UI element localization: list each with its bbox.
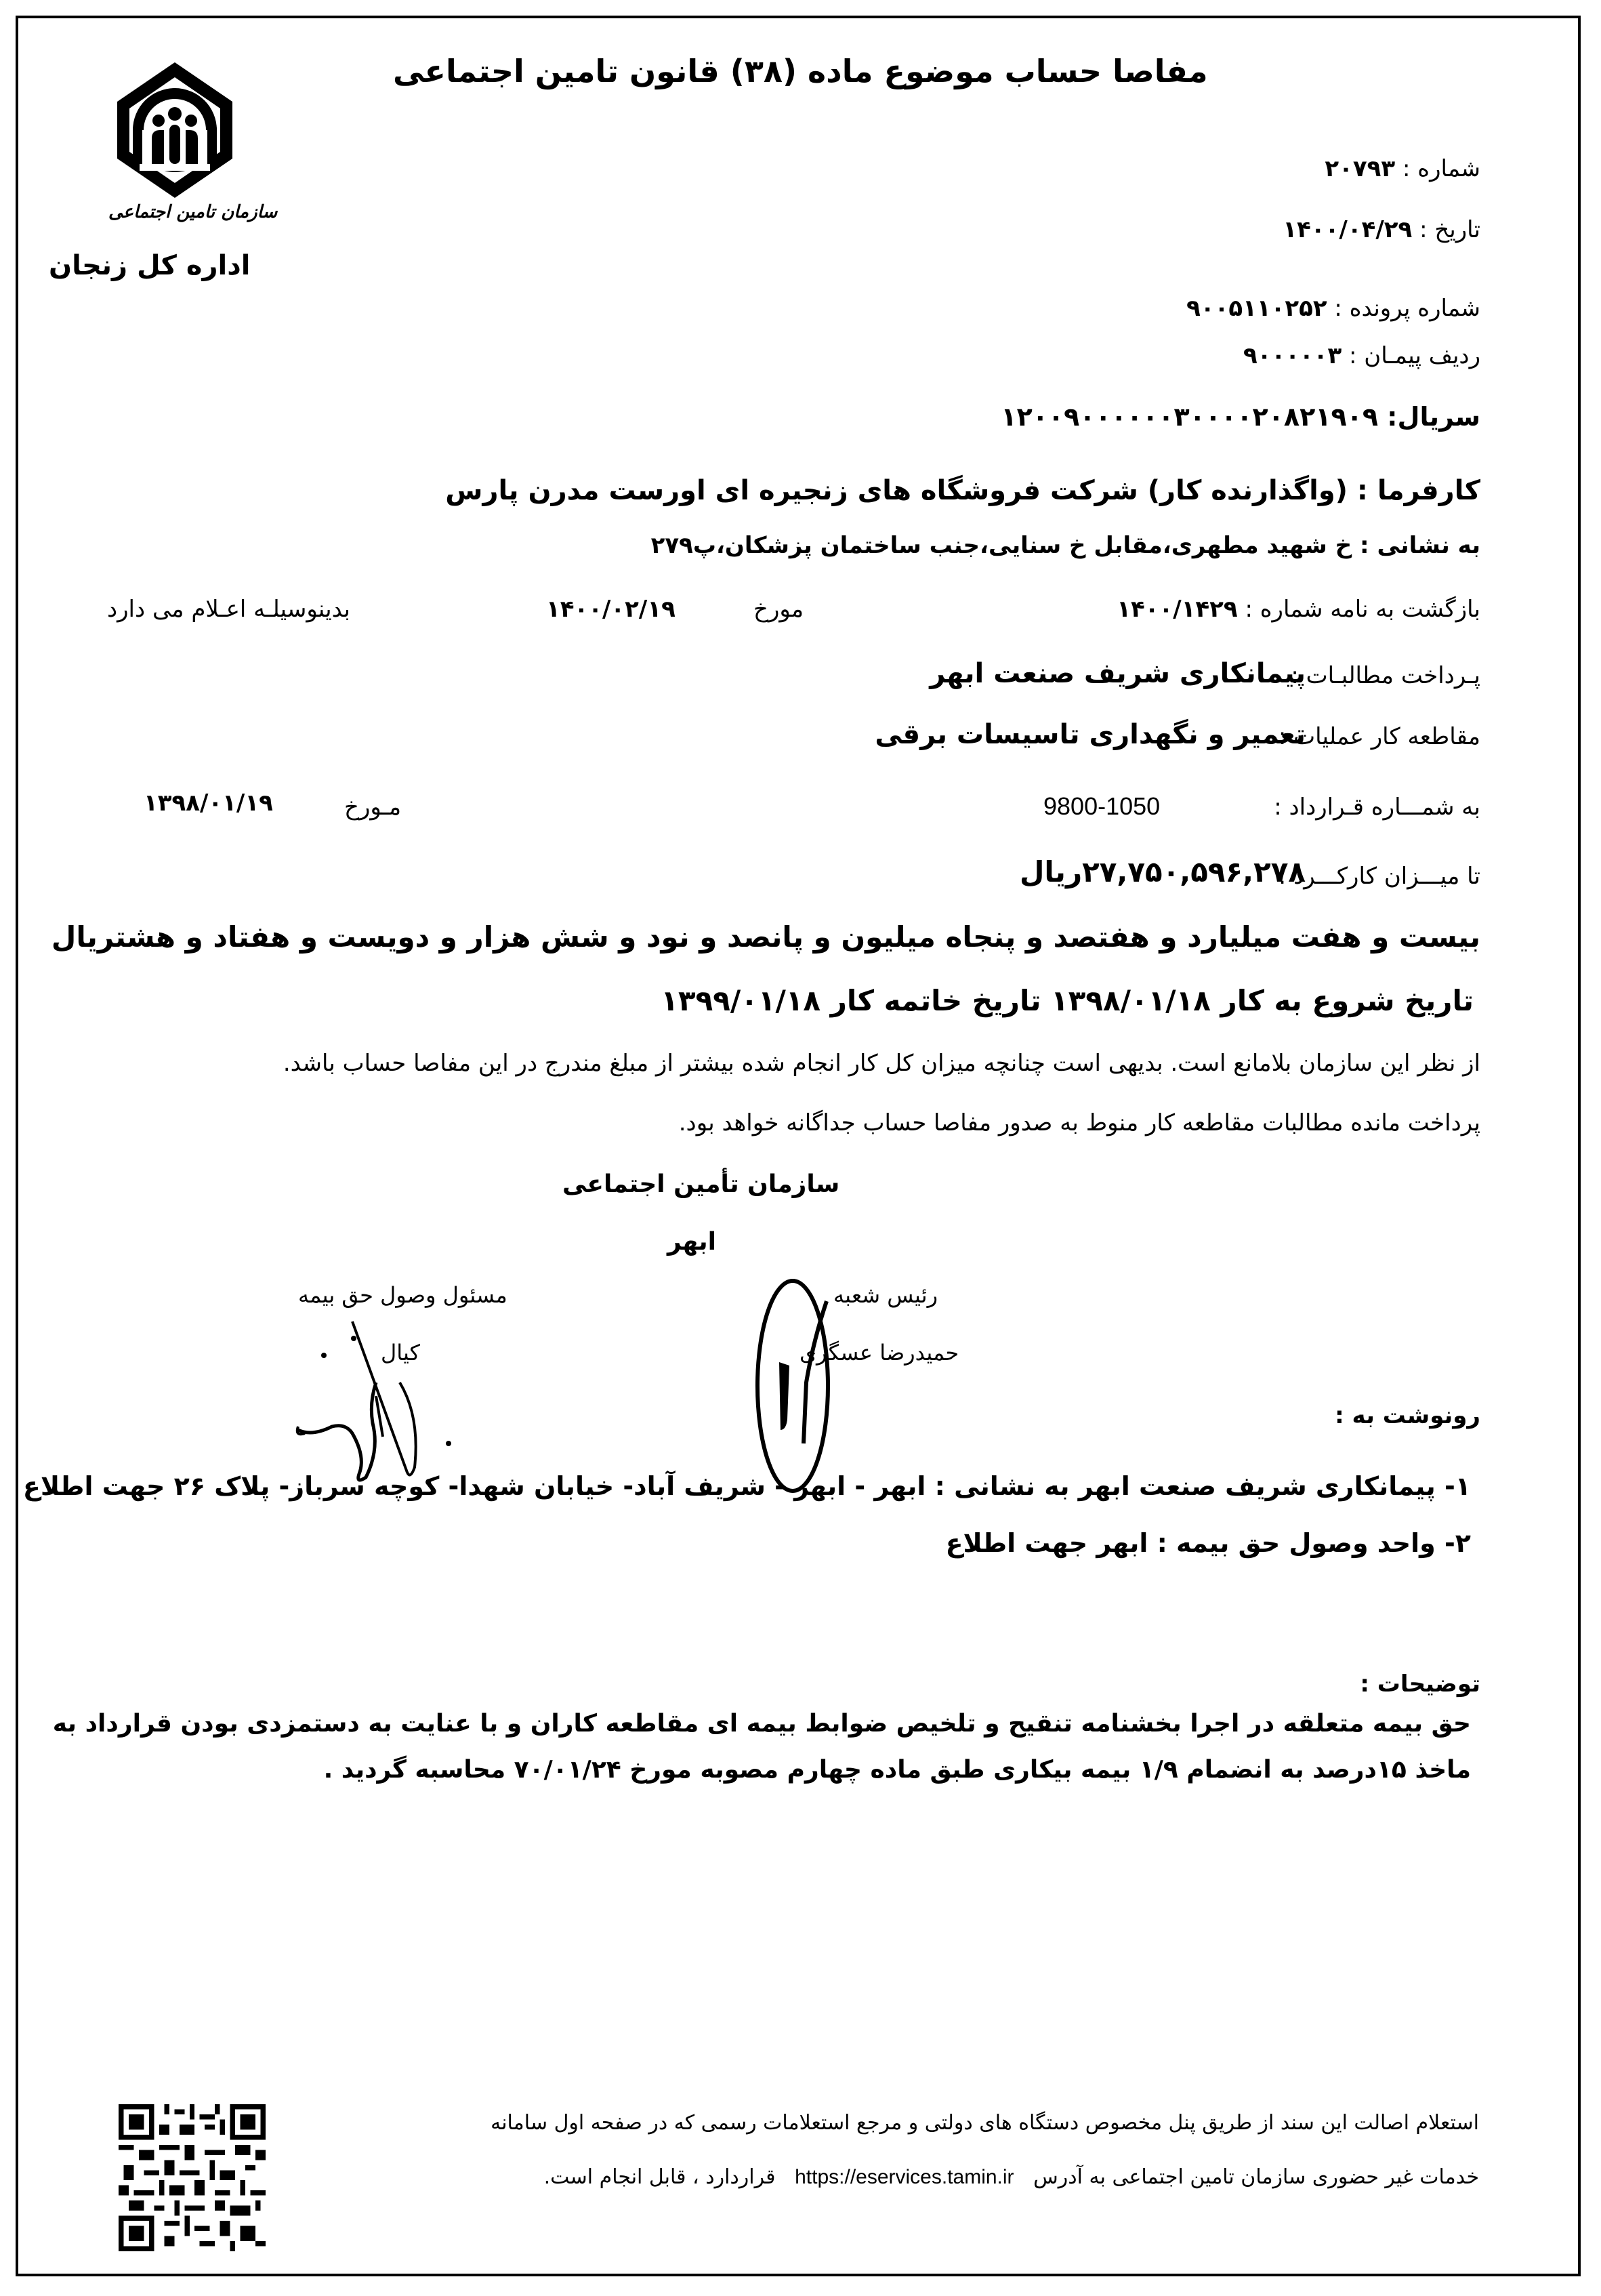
payment-value: پیمانکاری شریف صنعت ابهر — [930, 658, 1306, 689]
date-value: ۱۴۰۰/۰۴/۲۹ — [1283, 216, 1413, 243]
signature-org: سازمان تأمین اجتماعی — [562, 1170, 840, 1198]
contract-row-value: ۹۰۰۰۰۰۳ — [1243, 342, 1342, 369]
reference-row — [1117, 598, 1480, 621]
reference-letter-date: ۱۴۰۰/۰۲/۱۹ — [546, 596, 675, 623]
employer-address-text: به نشانی : خ شهید مطهری،مقابل خ سنایی،جنب ساختمان پزشکان،پ۲۷۹ — [650, 532, 1480, 559]
operation-value: تعمیر و نگهداری تاسیسات برقی — [875, 719, 1306, 750]
tamin-logo-icon — [114, 62, 236, 198]
body-line-2: پرداخت مانده مطالبات مقاطعه کار منوط به صدور مفاصا حساب جداگانه خواهد بود. — [678, 1109, 1480, 1136]
work-period: تاریخ شروع به کار ۱۳۹۸/۰۱/۱۸ تاریخ خاتمه کار ۱۳۹۹/۰۱/۱۸ — [661, 984, 1474, 1017]
notes-label: توضیحات : — [1360, 1670, 1480, 1698]
logo-caption: سازمان تامین اجتماعی — [108, 202, 278, 222]
file-number-value: ۹۰۰۵۱۱۰۲۵۲ — [1186, 295, 1327, 322]
serial-value: ۱۲۰۰۹۰۰۰۰۰۰۳۰۰۰۰۲۰۸۲۱۹۰۹ — [1001, 402, 1379, 432]
footer-url-link[interactable]: https://eservices.tamin.ir — [795, 2166, 1014, 2188]
serial-row — [1001, 404, 1480, 430]
date-label: تاریخ : — [1419, 216, 1480, 243]
reference-letter-number: ۱۴۰۰/۱۴۲۹ — [1117, 596, 1238, 623]
copies-label: رونوشت به : — [1335, 1402, 1480, 1429]
serial-label: سریال: — [1387, 402, 1480, 432]
footer-line-1: استعلام اصالت این سند از طریق پنل مخصوص دستگاه های دولتی و مرجع استعلامات رسمی که در صفحه اول سامانه — [491, 2111, 1479, 2135]
signature-right-name: حمیدرضا عسگری — [799, 1340, 959, 1366]
number-value: ۲۰۷۹۳ — [1325, 155, 1396, 182]
signature-left-title: مسئول وصول حق بیمه — [298, 1282, 507, 1308]
number-row — [1325, 157, 1480, 180]
reference-dated-label: مورخ — [753, 596, 804, 623]
copy-item-2: ۲- واحد وصول حق بیمه : ابهر جهت اطلاع — [945, 1528, 1471, 1558]
contract-dated-label: مـورخ — [344, 794, 402, 821]
signature-right-title: رئیس شعبه — [833, 1282, 938, 1308]
contract-value: 9800-1050 — [1043, 792, 1161, 820]
operation-label: مقاطعه کار عملیات : — [1278, 723, 1480, 750]
body-line-1: از نظر این سازمان بلامانع است. بدیهی است چنانچه میزان کل کار انجام شده بیشتر از مبلغ مندرج در این مفاصا حساب باشد. — [283, 1050, 1480, 1077]
amount-in-words: بیست و هفت میلیارد و هفتصد و پنجاه میلیون و پانصد و نود و شش هزار و دویست و هفتاد و هشتریال — [51, 920, 1480, 954]
reference-label: بازگشت به نامه شماره : — [1245, 596, 1480, 623]
file-number-label: شماره پرونده : — [1334, 295, 1480, 322]
signature-left-name: کیال — [381, 1340, 420, 1366]
contract-row-row — [1243, 344, 1480, 367]
contract-date: ۱۳۹۸/۰۱/۱۹ — [144, 790, 273, 817]
employer-line: کارفرما : (واگذارنده کار) شرکت فروشگاه های زنجیره ای اورست مدرن پارس — [445, 475, 1480, 506]
right-signature-stamp-icon — [739, 1274, 854, 1498]
notes-line-2: ماخذ ۱۵درصد به انضمام ۱/۹ بیمه بیکاری طبق ماده چهارم مصوبه مورخ ۷۰/۰۱/۲۴ محاسبه گردید . — [323, 1756, 1471, 1784]
left-signature-icon — [271, 1315, 474, 1491]
signature-branch: ابهر — [667, 1228, 717, 1256]
date-row — [1283, 218, 1480, 241]
contract-label: به شمـــاره قـرارداد : — [1274, 794, 1480, 821]
number-label: شماره : — [1402, 155, 1480, 182]
announce-text: بدینوسیلـه اعـلام می دارد — [107, 596, 350, 623]
qr-code-icon[interactable] — [119, 2104, 266, 2251]
contract-row-label: ردیف پیمـان : — [1349, 342, 1480, 369]
office-name: اداره کل زنجان — [49, 250, 251, 281]
page-title: مفاصا حساب موضوع ماده (۳۸) قانون تامین اجتماعی — [393, 53, 1208, 89]
copy-item-1: ۱- پیمانکاری شریف صنعت ابهر به نشانی : ابهر - ابهر - شریف آباد- خیابان شهدا- کوچه سرباز- پلاک ۲۶ جهت اطلاع — [22, 1471, 1471, 1501]
employer-address — [651, 534, 1480, 557]
amount-value: ۲۷,۷۵۰,۵۹۶,۲۷۸ریال — [1019, 855, 1306, 888]
amount-label: تا میـــزان کارکـــرد : — [1278, 863, 1480, 890]
footer-line-2 — [544, 2167, 1479, 2188]
footer-line-2-prefix: خدمات غیر حضوری سازمان تامین اجتماعی به آدرس — [1033, 2165, 1479, 2189]
payment-label: پـرداخت مطالبـات : — [1291, 662, 1480, 689]
footer-line-2-suffix: قراردارد ، قابل انجام است. — [543, 2165, 776, 2189]
file-number-row — [1186, 297, 1480, 320]
notes-line-1: حق بیمه متعلقه در اجرا بخشنامه تنقیح و تلخیص ضوابط بیمه ای مقاطعه کاران و با عنایت به دستمزدی بودن قرارداد به — [52, 1710, 1471, 1738]
